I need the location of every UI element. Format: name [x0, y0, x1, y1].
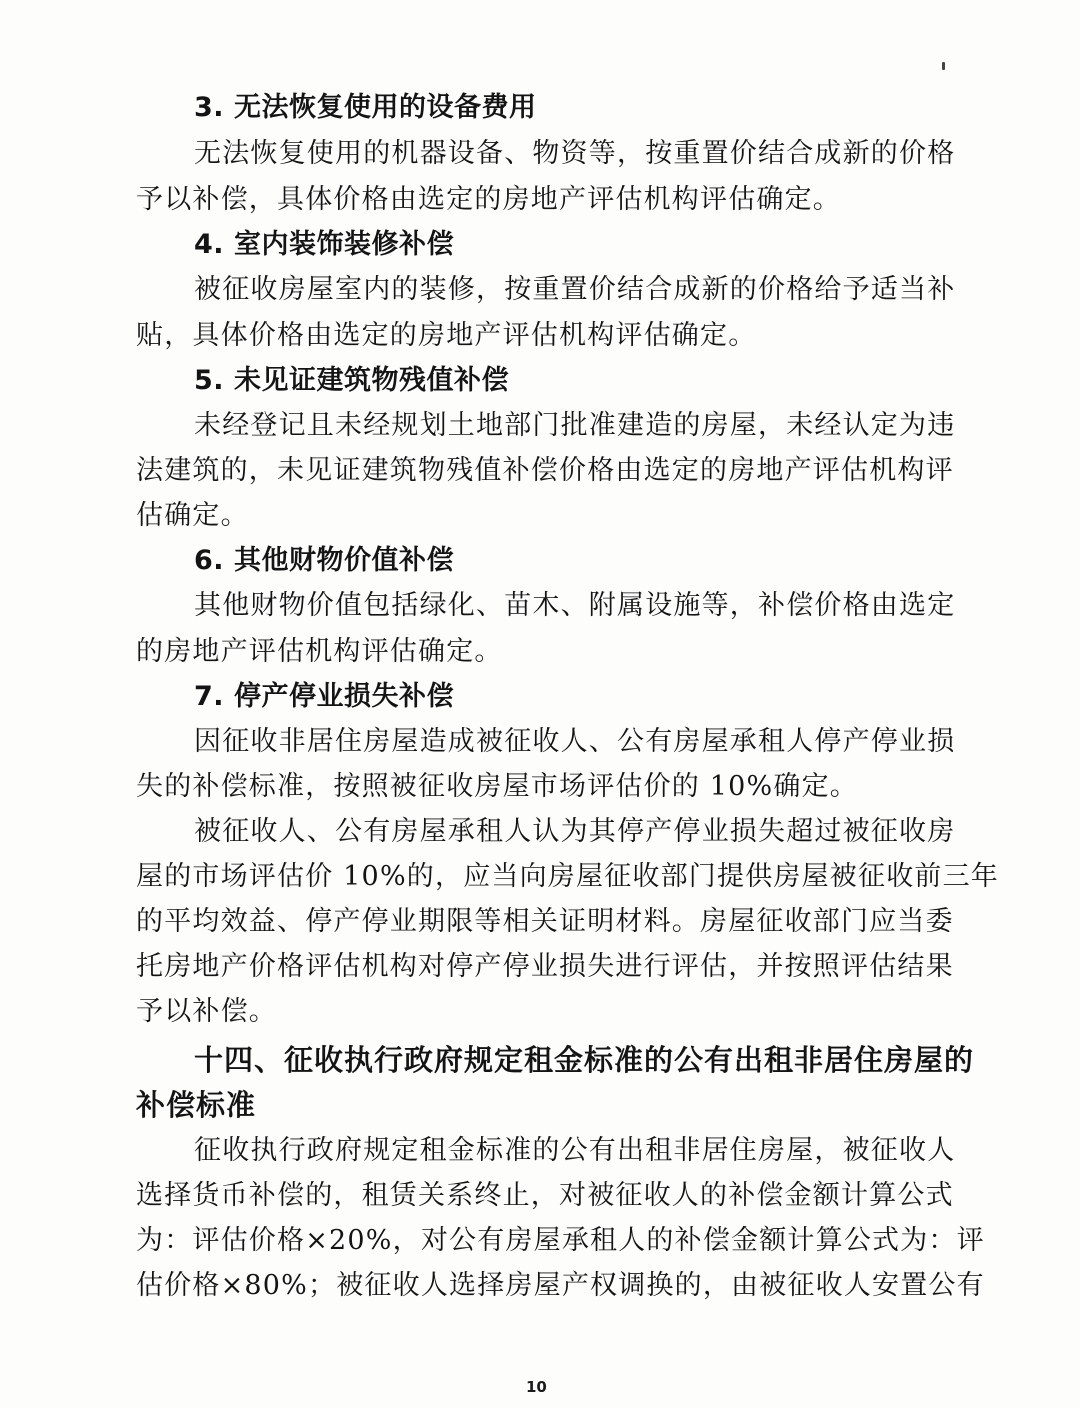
heading-line: 7. 停产停业损失补偿: [194, 681, 454, 712]
body-line: 因征收非居住房屋造成被征收人、公有房屋承租人停产停业损: [194, 726, 956, 757]
body-line: 征收执行政府规定租金标准的公有出租非居住房屋，被征收人: [194, 1135, 956, 1166]
body-line: 为：评估价格×20%，对公有房屋承租人的补偿金额计算公式为：评: [136, 1225, 985, 1256]
page-number: 10: [526, 1378, 547, 1396]
body-line: 予以补偿。: [136, 996, 277, 1027]
scan-mark: [942, 62, 945, 70]
heading-line: 3. 无法恢复使用的设备费用: [194, 92, 537, 123]
body-line: 屋的市场评估价 10%的，应当向房屋征收部门提供房屋被征收前三年: [136, 861, 999, 892]
heading-line: 4. 室内装饰装修补偿: [194, 229, 454, 260]
body-line: 其他财物价值包括绿化、苗木、附属设施等，补偿价格由选定: [194, 590, 956, 621]
body-line: 选择货币补偿的，租赁关系终止，对被征收人的补偿金额计算公式: [136, 1180, 954, 1211]
body-line: 未经登记且未经规划土地部门批准建造的房屋，未经认定为违: [194, 410, 956, 441]
heading-line: 6. 其他财物价值补偿: [194, 545, 454, 576]
heading-line: 5. 未见证建筑物残值补偿: [194, 365, 509, 396]
major-heading-line: 十四、征收执行政府规定租金标准的公有出租非居住房屋的: [194, 1043, 975, 1077]
body-line: 托房地产价格评估机构对停产停业损失进行评估，并按照评估结果: [136, 951, 954, 982]
body-line: 法建筑的，未见证建筑物残值补偿价格由选定的房地产评估机构评: [136, 455, 954, 486]
body-line: 的房地产评估机构评估确定。: [136, 636, 503, 667]
body-line: 被征收人、公有房屋承租人认为其停产停业损失超过被征收房: [194, 816, 956, 847]
body-line: 失的补偿标准，按照被征收房屋市场评估价的 10%确定。: [136, 771, 858, 802]
body-line: 无法恢复使用的机器设备、物资等，按重置价结合成新的价格: [194, 138, 956, 169]
major-heading-line: 补偿标准: [136, 1088, 257, 1122]
body-line: 被征收房屋室内的装修，按重置价结合成新的价格给予适当补: [194, 274, 956, 305]
body-line: 估确定。: [136, 500, 249, 531]
body-line: 估价格×80%；被征收人选择房屋产权调换的，由被征收人安置公有: [136, 1270, 985, 1301]
body-line: 的平均效益、停产停业期限等相关证明材料。房屋征收部门应当委: [136, 906, 954, 937]
body-line: 予以补偿，具体价格由选定的房地产评估机构评估确定。: [136, 184, 841, 215]
body-line: 贴，具体价格由选定的房地产评估机构评估确定。: [136, 320, 757, 351]
